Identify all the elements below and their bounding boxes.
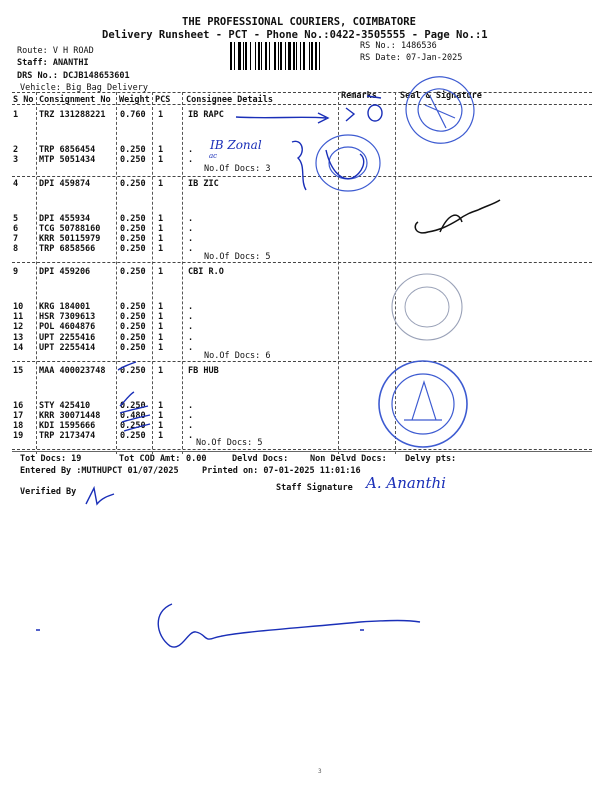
row-consignment-no: KRG 184001: [39, 302, 91, 312]
row-consignment-no: KDI 1595666: [39, 421, 96, 431]
row-consignee: .: [188, 333, 194, 343]
row-weight: 0.250: [120, 224, 146, 234]
row-sno: 17: [13, 411, 24, 421]
remark-chevron: [346, 108, 354, 121]
row-consignment-no: TRP 2173474: [39, 431, 96, 441]
row-consignment-no: UPT 2255416: [39, 333, 96, 343]
row-weight: 0.480: [120, 411, 146, 421]
row-consignee: .: [188, 411, 194, 421]
row-weight: 0.250: [120, 333, 146, 343]
row-consignment-no: MAA 400023748: [39, 366, 106, 376]
handwritten-ac: ac: [209, 152, 218, 160]
row-weight: 0.250: [120, 234, 146, 244]
route-label: Route: V H ROAD: [17, 46, 94, 56]
row-sno: 2: [13, 145, 19, 155]
row-pcs: 1: [158, 179, 164, 189]
row-sno: 4: [13, 179, 19, 189]
row-sno: 15: [13, 366, 24, 376]
page-marker: 3: [318, 768, 322, 775]
row-consignment-no: TCG 50788160: [39, 224, 101, 234]
entered-by: Entered By :MUTHUPCT 01/07/2025: [20, 466, 179, 476]
row-consignment-no: TRP 6856454: [39, 145, 96, 155]
drs-number: DRS No.: DCJB148653601: [17, 71, 130, 81]
row-weight: 0.250: [120, 267, 146, 277]
row-weight: 0.250: [120, 145, 146, 155]
remark-arrow: [236, 117, 326, 118]
handwritten-ib-zonal: IB Zonal: [210, 138, 262, 152]
col-header-seal: Seal & Signature: [400, 91, 482, 101]
large-signature: [158, 604, 420, 647]
group-doc-count: No.Of Docs: 5: [196, 438, 263, 448]
row-pcs: 1: [158, 267, 164, 277]
row-consignment-no: UPT 2255414: [39, 343, 96, 353]
non-delivered-docs-label: Non Delvd Docs:: [310, 454, 387, 464]
row-pcs: 1: [158, 214, 164, 224]
row-pcs: 1: [158, 421, 164, 431]
row-pcs: 1: [158, 145, 164, 155]
row-consignee: .: [188, 322, 194, 332]
row-sno: 12: [13, 322, 24, 332]
vehicle-label: Vehicle: Big Bag Delivery: [20, 83, 148, 93]
delivery-points-label: Delvy pts:: [405, 454, 457, 464]
row-weight: 0.250: [120, 421, 146, 431]
row-pcs: 1: [158, 224, 164, 234]
row-consignee: .: [188, 421, 194, 431]
row-pcs: 1: [158, 110, 164, 120]
tick-mark: [120, 392, 134, 406]
row-consignee: CBI R.O: [188, 267, 224, 277]
verified-signature: [86, 488, 114, 504]
row-weight: 0.250: [120, 155, 146, 165]
delivered-docs-label: Delvd Docs:: [232, 454, 289, 464]
row-sno: 13: [13, 333, 24, 343]
row-weight: 0.250: [120, 431, 146, 441]
row-weight: 0.250: [120, 366, 146, 376]
row-sno: 11: [13, 312, 24, 322]
row-consignee: .: [188, 224, 194, 234]
row-pcs: 1: [158, 366, 164, 376]
staff-signature-handwritten: A. Ananthi: [366, 474, 446, 492]
row-consignee: .: [188, 214, 194, 224]
group-doc-count: No.Of Docs: 6: [204, 351, 271, 361]
row-pcs: 1: [158, 401, 164, 411]
seal-stamp-top: [397, 67, 483, 152]
row-consignment-no: DPI 459874: [39, 179, 91, 189]
remark-circle: [368, 105, 382, 121]
row-pcs: 1: [158, 244, 164, 254]
row-weight: 0.250: [120, 401, 146, 411]
row-sno: 8: [13, 244, 19, 254]
row-consignee: IB RAPC: [188, 110, 224, 120]
col-header-sno: S No: [13, 95, 34, 105]
row-consignee: .: [188, 244, 194, 254]
row-consignee: IB ZIC: [188, 179, 219, 189]
rs-date: RS Date: 07-Jan-2025: [360, 53, 463, 63]
row-sno: 18: [13, 421, 24, 431]
row-consignee: .: [188, 431, 194, 441]
handwritten-brace: [292, 141, 306, 190]
row-consignee: .: [188, 234, 194, 244]
tick-mark: [118, 362, 136, 370]
row-consignee: .: [188, 155, 194, 165]
row-weight: 0.250: [120, 312, 146, 322]
row-weight: 0.250: [120, 343, 146, 353]
row-consignment-no: DPI 459206: [39, 267, 91, 277]
row-pcs: 1: [158, 322, 164, 332]
row-weight: 0.250: [120, 302, 146, 312]
col-header-pcs: PCS: [155, 95, 171, 105]
row-consignee: .: [188, 145, 194, 155]
row-pcs: 1: [158, 302, 164, 312]
rs-number: RS No.: 1486536: [360, 41, 437, 51]
row-sno: 6: [13, 224, 19, 234]
row-pcs: 1: [158, 312, 164, 322]
row-sno: 16: [13, 401, 24, 411]
row-sno: 19: [13, 431, 24, 441]
row-consignment-no: KRR 30071448: [39, 411, 101, 421]
row-pcs: 1: [158, 155, 164, 165]
company-title: THE PROFESSIONAL COURIERS, COIMBATORE: [182, 16, 416, 28]
col-header-weight: Weight: [119, 95, 150, 105]
row-weight: 0.760: [120, 110, 146, 120]
row-consignment-no: DPI 455934: [39, 214, 91, 224]
row-pcs: 1: [158, 431, 164, 441]
tick-mark: [120, 406, 148, 413]
row-pcs: 1: [158, 411, 164, 421]
row-sno: 1: [13, 110, 19, 120]
runsheet-title: Delivery Runsheet - PCT - Phone No.:0422-3505555 - Page No.:1: [102, 29, 488, 41]
total-cod-value: 0.00: [186, 454, 207, 464]
row-consignee: .: [188, 401, 194, 411]
row-pcs: 1: [158, 343, 164, 353]
row-consignment-no: POL 4604876: [39, 322, 96, 332]
footer-rule: [12, 451, 592, 452]
row-weight: 0.250: [120, 244, 146, 254]
seal-stamp-middle: [316, 135, 380, 191]
row-sno: 5: [13, 214, 19, 224]
row-sno: 9: [13, 267, 19, 277]
verified-by-label: Verified By: [20, 487, 77, 497]
row-consignment-no: HSR 7309613: [39, 312, 96, 322]
tick-mark: [122, 415, 150, 422]
row-weight: 0.250: [120, 179, 146, 189]
row-weight: 0.250: [120, 214, 146, 224]
row-sno: 7: [13, 234, 19, 244]
seal-stamp-coimbatore: [379, 361, 467, 447]
remark-scribble: [367, 96, 381, 98]
row-pcs: 1: [158, 333, 164, 343]
col-header-remarks: Remarks: [341, 91, 377, 101]
col-header-consignee: Consignee Details: [186, 95, 273, 105]
row-consignment-no: TRZ 131288221: [39, 110, 106, 120]
group-doc-count: No.Of Docs: 5: [204, 252, 271, 262]
row-sno: 3: [13, 155, 19, 165]
row-consignee: .: [188, 312, 194, 322]
printed-on: Printed on: 07-01-2025 11:01:16: [202, 466, 361, 476]
staff-label: Staff: ANANTHI: [17, 58, 89, 68]
tick-mark: [124, 424, 150, 431]
group-doc-count: No.Of Docs: 3: [204, 164, 271, 174]
row-consignee: .: [188, 302, 194, 312]
row-consignment-no: STY 425410: [39, 401, 91, 411]
row-consignment-no: TRP 6858566: [39, 244, 96, 254]
row-pcs: 1: [158, 234, 164, 244]
total-cod-label: Tot COD Amt:: [119, 454, 181, 464]
row-weight: 0.250: [120, 322, 146, 332]
row-sno: 14: [13, 343, 24, 353]
total-docs: Tot Docs: 19: [20, 454, 82, 464]
row-sno: 10: [13, 302, 24, 312]
row-consignment-no: KRR 50115979: [39, 234, 101, 244]
row-consignee: .: [188, 343, 194, 353]
col-header-consignment: Consignment No: [39, 95, 111, 105]
row-consignee: FB HUB: [188, 366, 219, 376]
row-consignment-no: MTP 5051434: [39, 155, 96, 165]
staff-signature-label: Staff Signature: [276, 483, 353, 493]
seal-stamp-faded: [392, 274, 462, 340]
